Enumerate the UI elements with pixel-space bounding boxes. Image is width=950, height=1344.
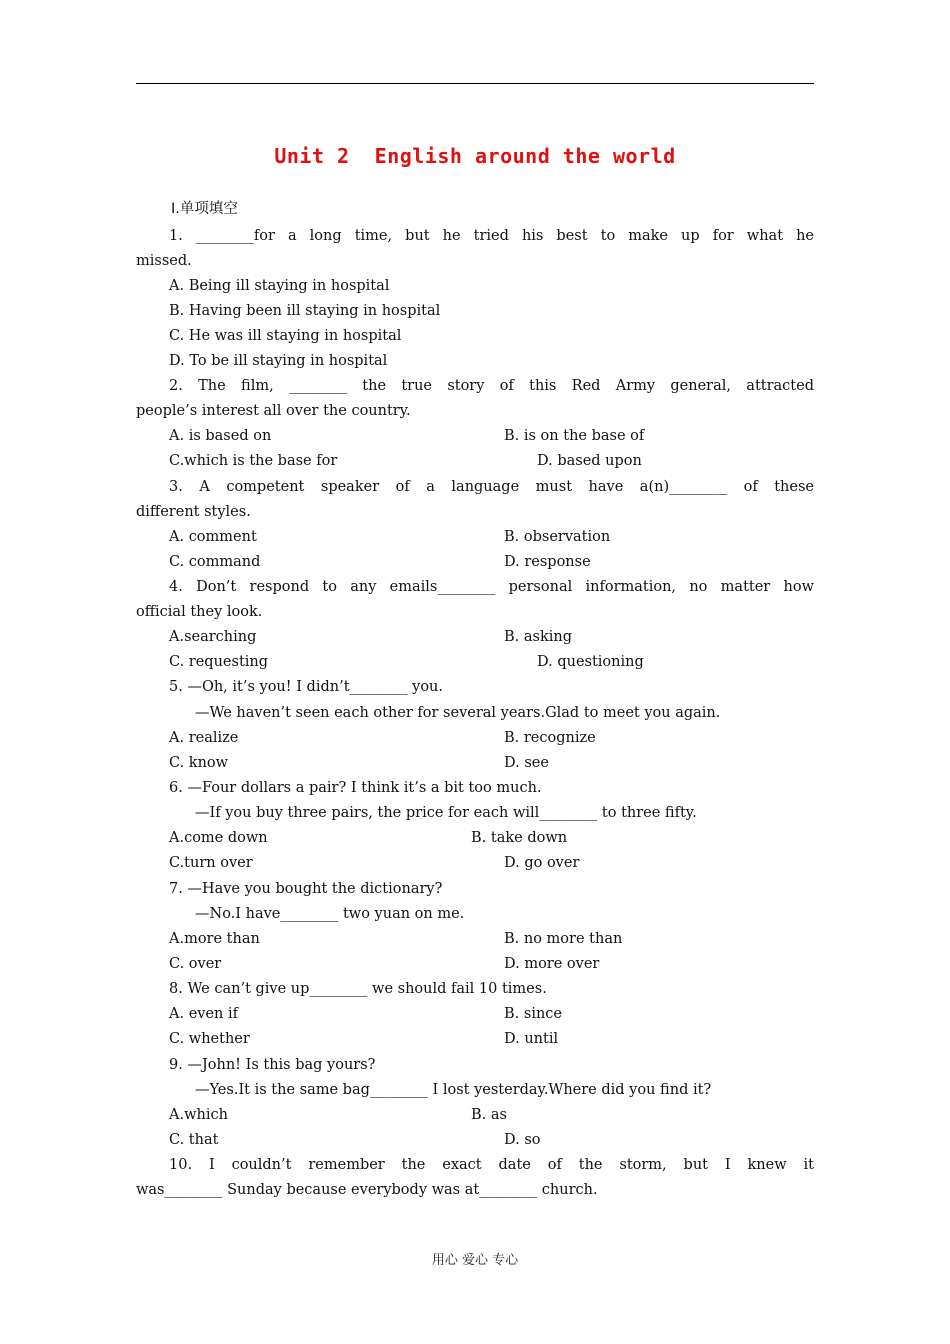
q2-option-b: B. is on the base of (504, 428, 645, 444)
q3-option-d: D. response (504, 554, 591, 570)
page-footer: 用心 爱心 专心 (431, 1253, 519, 1268)
q1-option-d: D. To be ill staying in hospital (169, 353, 388, 369)
q7-option-b: B. no more than (504, 931, 623, 947)
q6-option-c: C.turn over (169, 855, 253, 871)
q10-line1: 10. I couldn’t remember the exact date of the storm, but I knew it (169, 1157, 814, 1173)
q1-option-c: C. He was ill staying in hospital (169, 328, 402, 344)
page-title: Unit 2 English around the world (274, 144, 676, 168)
q5-line2: —We haven’t seen each other for several years.Glad to meet you again. (195, 705, 721, 721)
q4-line2: official they look. (136, 604, 263, 620)
q7-line2: —No.I have________ two yuan on me. (195, 906, 465, 922)
q1-line1: 1. ________for a long time, but he tried his best to make up for what he (169, 228, 814, 244)
section-heading: Ⅰ.单项填空 (171, 201, 238, 217)
q6-option-d: D. go over (504, 855, 580, 871)
q1-option-a: A. Being ill staying in hospital (169, 278, 390, 294)
q6-line1: 6. —Four dollars a pair? I think it’s a bit too much. (169, 780, 542, 796)
q2-option-a: A. is based on (169, 428, 272, 444)
q2-line1: 2. The film, ________ the true story of this Red Army general, attracted (169, 378, 814, 394)
q5-option-b: B. recognize (504, 730, 596, 746)
q8-option-c: C. whether (169, 1031, 250, 1047)
q8-line1: 8. We can’t give up________ we should fail 10 times. (169, 981, 547, 997)
q5-option-a: A. realize (169, 730, 239, 746)
q4-option-c: C. requesting (169, 654, 269, 670)
q5-line1: 5. —Oh, it’s you! I didn’t________ you. (169, 679, 443, 695)
q3-line1: 3. A competent speaker of a language must have a(n)________ of these (169, 479, 814, 495)
q5-option-d: D. see (504, 755, 549, 771)
q6-option-b: B. take down (471, 830, 568, 846)
q10-line2: was________ Sunday because everybody was at________ church. (136, 1182, 598, 1198)
q8-option-d: D. until (504, 1031, 559, 1047)
q7-line1: 7. —Have you bought the dictionary? (169, 881, 443, 897)
q2-line2: people’s interest all over the country. (136, 403, 411, 419)
header-rule (136, 83, 814, 84)
q4-option-a: A.searching (169, 629, 257, 645)
q1-line2: missed. (136, 253, 192, 269)
q7-option-a: A.more than (169, 931, 260, 947)
q3-option-c: C. command (169, 554, 261, 570)
q4-line1: 4. Don’t respond to any emails________ personal information, no matter how (169, 579, 814, 595)
q2-option-c: C.which is the base for (169, 453, 338, 469)
q6-line2: —If you buy three pairs, the price for each will________ to three fifty. (195, 805, 697, 821)
q5-option-c: C. know (169, 755, 229, 771)
q3-option-b: B. observation (504, 529, 611, 545)
q7-option-d: D. more over (504, 956, 600, 972)
q9-option-a: A.which (169, 1107, 228, 1123)
q9-line1: 9. —John! Is this bag yours? (169, 1057, 376, 1073)
q8-option-a: A. even if (169, 1006, 238, 1022)
q7-option-c: C. over (169, 956, 222, 972)
q2-option-d: D. based upon (537, 453, 642, 469)
q6-option-a: A.come down (169, 830, 268, 846)
q3-line2: different styles. (136, 504, 251, 520)
q9-option-d: D. so (504, 1132, 541, 1148)
q9-line2: —Yes.It is the same bag________ I lost yesterday.Where did you find it? (195, 1082, 712, 1098)
q8-option-b: B. since (504, 1006, 562, 1022)
q4-option-b: B. asking (504, 629, 573, 645)
q1-option-b: B. Having been ill staying in hospital (169, 303, 441, 319)
q3-option-a: A. comment (169, 529, 257, 545)
q9-option-c: C. that (169, 1132, 219, 1148)
q4-option-d: D. questioning (537, 654, 644, 670)
q9-option-b: B. as (471, 1107, 507, 1123)
